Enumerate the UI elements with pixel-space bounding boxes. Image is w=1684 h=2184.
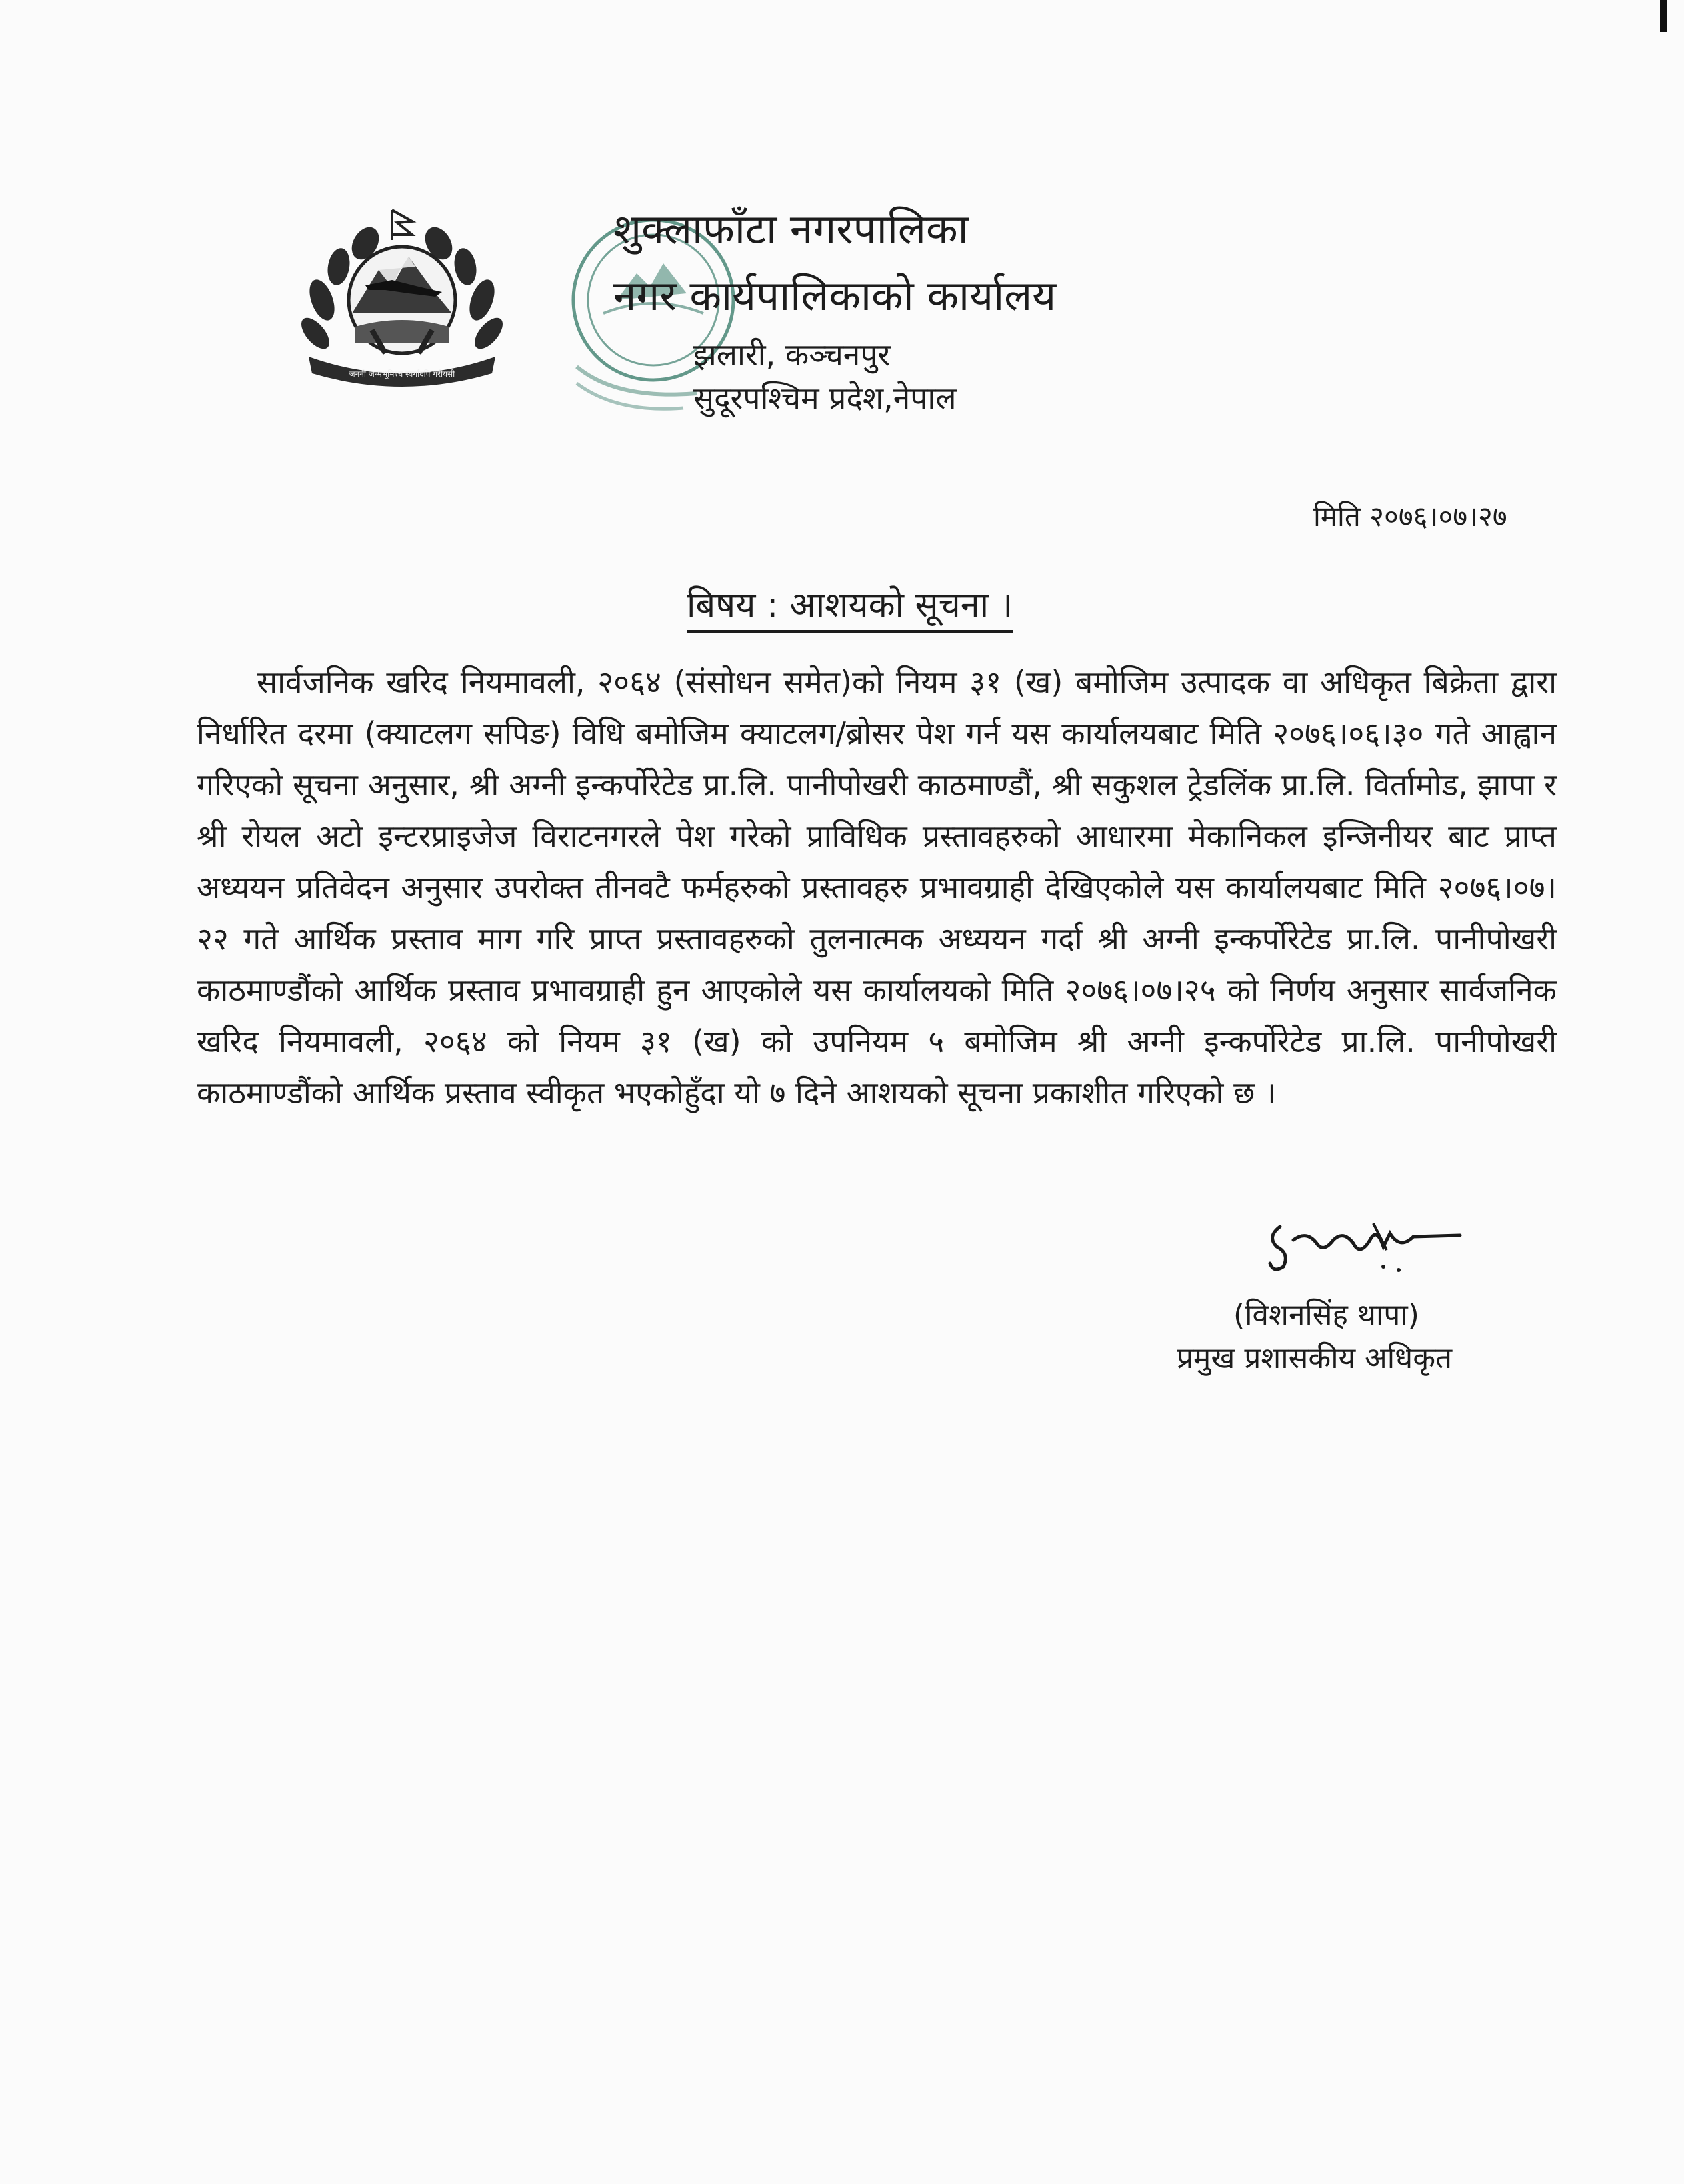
document-subject: बिषय : आशयको सूचना । [687,580,1013,633]
signer-title: प्रमुख प्रशासकीय अधिकृत [1177,1341,1453,1375]
nepal-coat-of-arms-icon [292,200,512,393]
notice-body: सार्वजनिक खरिद नियमावली, २०६४ (संसोधन समेत)को नियम ३१ (ख) बमोजिम उत्पादक वा अधिकृत बिक्रेता द्वारा निर्धारित दरमा (क्याटलग सपिङ) विधि बमोजिम क्याटलग/ब्रोसर पेश गर्न यस कार्यालयबाट मिति २०७६।०६।३० गते आह्वान गरिएको सूचना अनुसार, श्री अग्नी इन्कर्पोरेटेड प्रा.लि. पानीपोखरी काठमाण्डौं, श्री सकुशल ट्रेडलिंक प्रा.लि. विर्तामोड, झापा र श्री रोयल अटो इन्टरप्राइजेज विराटनगरले पेश गरेको प्राविधिक प्रस्तावहरुको आधारमा मेकानिकल इन्जिनीयर बाट प्राप्त अध्ययन प्रतिवेदन अनुसार उपरोक्त तीनवटै फर्महरुको प्रस्तावहरु प्रभावग्राही देखिएकोले यस कार्यालयबाट मिति २०७६।०७।२२ गते आर्थिक प्रस्ताव माग गरि प्राप्त प्रस्तावहरुको तुलनात्मक अध्ययन गर्दा श्री अग्नी इन्कर्पोरेटेड प्रा.लि. पानीपोखरी काठमाण्डौंको आर्थिक प्रस्ताव प्रभावग्राही हुन आएकोले यस कार्यालयको मिति २०७६।०७।२५ को निर्णय अनुसार सार्वजनिक खरिद नियमावली, २०६४ को नियम ३१ (ख) को उपनियम ५ बमोजिम श्री अग्नी इन्कर्पोरेटेड प्रा.लि. पानीपोखरी काठमाण्डौंको आर्थिक प्रस्ताव स्वीकृत भएकोहुँदा यो ७ दिने आशयको सूचना प्रकाशीत गरिएको छ । [197,664,1557,1111]
scan-edge-mark [1660,0,1667,32]
office-name: नगर कार्यपालिकाको कार्यालय [613,271,1057,320]
signer-name: (विशनसिंह थापा) [1233,1298,1419,1332]
office-location: झलारी, कञ्चनपुर [693,337,891,373]
document-date: मिति २०७६।०७।२७ [1313,500,1507,533]
handwritten-signature-icon [1253,1210,1473,1283]
office-province: सुदूरपश्चिम प्रदेश,नेपाल [693,380,957,416]
municipality-name: शुक्लाफाँटा नगरपालिका [613,205,969,253]
emblem-banner-text: जननी जन्मभूमिश्च स्वर्गादपि गरीयसी [349,369,455,379]
